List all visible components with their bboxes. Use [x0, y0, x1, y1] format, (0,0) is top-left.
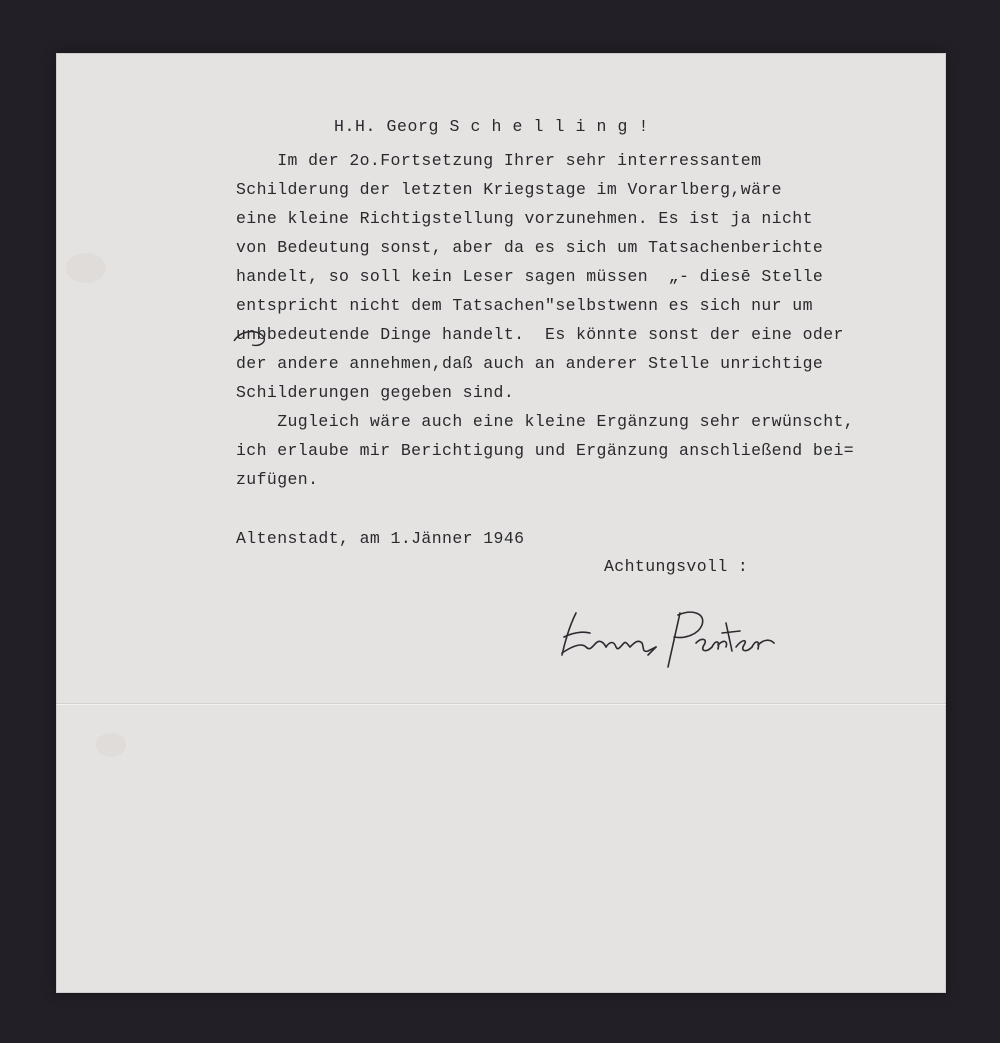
body-line: Zugleich wäre auch eine kleine Ergänzung sehr erwünscht,	[236, 412, 855, 431]
body-line: handelt, so soll kein Leser sagen müssen „- diesē Stelle	[236, 267, 824, 286]
paper-stain	[96, 733, 126, 757]
body-line: entspricht nicht dem Tatsachen"selbstwenn es sich nur um	[236, 296, 813, 315]
body-line: unbbedeutende Dinge handelt. Es könnte sonst der eine oder	[236, 325, 844, 344]
body-line: ich erlaube mir Berichtigung und Ergänzung anschließend bei=	[236, 441, 855, 460]
body-line: Schilderungen gegeben sind.	[236, 383, 515, 402]
paper-stain	[66, 253, 106, 283]
body-line: Im der 2o.Fortsetzung Ihrer sehr interressantem	[236, 151, 762, 170]
letter-page	[56, 53, 946, 993]
closing: Achtungsvoll :	[604, 557, 749, 576]
body-line: der andere annehmen,daß auch an anderer Stelle unrichtige	[236, 354, 824, 373]
handwritten-correction-mark	[232, 329, 274, 349]
paper-fold-line	[56, 703, 946, 704]
salutation: H.H. Georg S c h e l l i n g !	[334, 117, 650, 136]
place-date: Altenstadt, am 1.Jänner 1946	[236, 529, 525, 548]
handwritten-signature	[556, 603, 806, 683]
body-line: von Bedeutung sonst, aber da es sich um Tatsachenberichte	[236, 238, 824, 257]
body-line: eine kleine Richtigstellung vorzunehmen. Es ist ja nicht	[236, 209, 813, 228]
body-line: Schilderung der letzten Kriegstage im Vorarlberg,wäre	[236, 180, 782, 199]
body-line: zufügen.	[236, 470, 319, 489]
